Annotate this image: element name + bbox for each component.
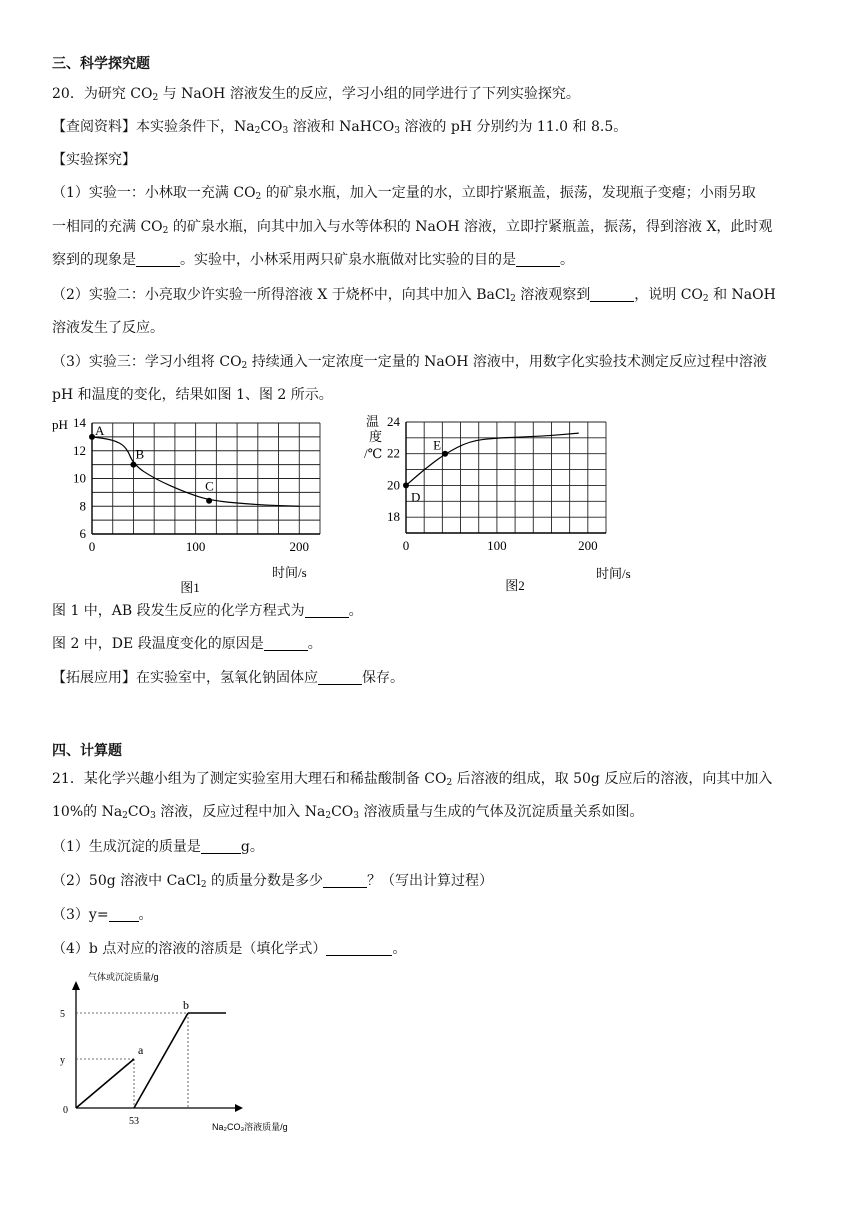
section-title-3: 三、科学探究题 [52, 56, 150, 72]
answer-blank[interactable] [323, 873, 367, 888]
q20-part3-line2: pH 和温度的变化，结果如图 1、图 2 所示。 [52, 387, 333, 403]
figure-3-mass-chart [50, 968, 320, 1138]
q21-part1: （1）生成沉淀的质量是 g。 [52, 839, 264, 855]
q21-part3: （3）y= 。 [52, 907, 153, 923]
point-label-b: B [135, 446, 145, 462]
answer-blank[interactable] [516, 252, 560, 267]
figure-caption: 图1 [180, 580, 200, 595]
y-tick-label: 5 [60, 1009, 65, 1020]
y-axis-title: pH [52, 417, 68, 432]
x-tick-label: 100 [487, 538, 507, 553]
y-tick-label: 20 [387, 477, 400, 493]
q21-part4: （4）b 点对应的溶液的溶质是（填化学式） 。 [52, 941, 407, 957]
x-axis-title: Na₂CO₃溶液质量/g [212, 1122, 288, 1132]
y-axis-title: /℃ [364, 446, 383, 461]
y-tick-label: 14 [73, 415, 86, 430]
y-axis-title: 度 [369, 429, 383, 444]
q21-stem-line1: 21．某化学兴趣小组为了测定实验室用大理石和稀盐酸制备 $CO_2$ 后溶液的组成，取 50g 反应后的溶液，向其中加入 [52, 771, 773, 788]
q20-explore-heading: 【实验探究】 [52, 152, 136, 168]
answer-blank[interactable] [201, 839, 241, 854]
x-tick-label: 0 [402, 538, 410, 553]
data-point-c [206, 498, 212, 504]
figure-caption: 图2 [505, 578, 525, 593]
q20-fig1-question: 图 1 中，AB 段发生反应的化学方程式为 。 [52, 603, 363, 619]
data-point-b [130, 462, 136, 468]
y-tick-label: 10 [73, 470, 86, 486]
q21-part2: （2）50g 溶液中 CaCl$_2$ 的质量分数是多少 ？（写出计算过程） [52, 873, 494, 890]
q20-extension: 【拓展应用】在实验室中，氢氧化钠固体应 保存。 [52, 670, 404, 686]
answer-blank[interactable] [590, 287, 634, 302]
y-tick-label: 6 [79, 526, 86, 541]
x-tick-label: 200 [289, 539, 310, 554]
y-tick-label: 18 [387, 509, 400, 525]
answer-blank[interactable] [136, 252, 180, 267]
data-point-d [403, 482, 409, 488]
q20-reference: 【查阅资料】本实验条件下，$Na_2CO_3$ 溶液和 NaHCO$_3$ 溶液的 pH 分别约为 11.0 和 8.5。 [52, 119, 628, 136]
x-tick-label: 200 [578, 538, 598, 553]
section-title-4: 四、计算题 [52, 743, 122, 759]
x-axis-arrow [235, 1104, 243, 1112]
y-axis-title: 气体或沉淀质量/g [88, 972, 159, 982]
answer-blank[interactable] [264, 636, 308, 651]
answer-blank[interactable] [305, 603, 349, 618]
q20-part3-line1: （3）实验三：学习小组将 $CO_2$ 持续通入一定浓度一定量的 NaOH 溶液中，用数字化实验技术测定反应过程中溶液 [52, 354, 767, 371]
y-tick-label: 8 [79, 498, 86, 514]
figure-1-ph-chart [40, 410, 340, 600]
x-tick-label: 53 [129, 1116, 139, 1127]
x-axis-title: 时间/s [272, 565, 307, 580]
x-tick-label: 0 [88, 539, 96, 554]
q21-stem-line2: 10%的 $Na_2CO_3$ 溶液，反应过程中加入 $Na_2CO_3$ 溶液质量与生成的气体及沉淀质量关系如图。 [52, 804, 644, 821]
point-label-c: C [205, 478, 214, 494]
y-tick-label: 22 [387, 445, 400, 461]
answer-blank[interactable] [318, 670, 362, 685]
y-tick-label: y [60, 1055, 65, 1066]
q20-fig2-question: 图 2 中，DE 段温度变化的原因是 。 [52, 636, 322, 652]
point-label-a: a [138, 1043, 144, 1057]
figure-2-temperature-chart [355, 408, 655, 598]
y-tick-label: 12 [73, 442, 86, 458]
q20-stem: 20．为研究 $CO_2$ 与 NaOH 溶液发生的反应，学习小组的同学进行了下列实验探究。 [52, 86, 580, 103]
series-line [406, 433, 579, 485]
y-axis-title: 温 [366, 414, 380, 429]
q20-part1-line1: （1）实验一：小林取一充满 $CO_2$ 的矿泉水瓶，加入一定量的水，立即拧紧瓶盖，振荡，发现瓶子变瘪；小雨另取 [52, 185, 756, 202]
y-tick-label: 0 [63, 1105, 68, 1116]
q20-part1-line2: 一相同的充满 $CO_2$ 的矿泉水瓶，向其中加入与水等体积的 NaOH 溶液，立即拧紧瓶盖，振荡，得到溶液 X，此时观 [52, 219, 773, 236]
series-line-gas [76, 1059, 134, 1108]
answer-blank[interactable] [109, 907, 139, 922]
y-tick-label: 24 [387, 414, 400, 429]
point-label-d: D [411, 489, 421, 505]
answer-blank[interactable] [326, 941, 392, 956]
point-label-a: A [95, 422, 105, 438]
x-axis-title: 时间/s [596, 566, 631, 581]
q20-part2-line1: （2）实验二：小亮取少许实验一所得溶液 X 于烧杯中，向其中加入 BaCl$_2$ 溶液观察到 ，说明 $CO_2$ 和 NaOH [52, 287, 776, 304]
q20-part1-line3: 察到的现象是 。实验中，小林采用两只矿泉水瓶做对比实验的目的是 。 [52, 252, 574, 268]
data-point-e [442, 451, 448, 457]
point-label-b: b [183, 998, 189, 1012]
q20-part2-line2: 溶液发生了反应。 [52, 320, 164, 336]
point-label-e: E [433, 437, 442, 453]
series-line-precipitate [134, 1013, 188, 1108]
x-tick-label: 100 [185, 539, 206, 554]
y-axis-arrow [72, 981, 80, 990]
